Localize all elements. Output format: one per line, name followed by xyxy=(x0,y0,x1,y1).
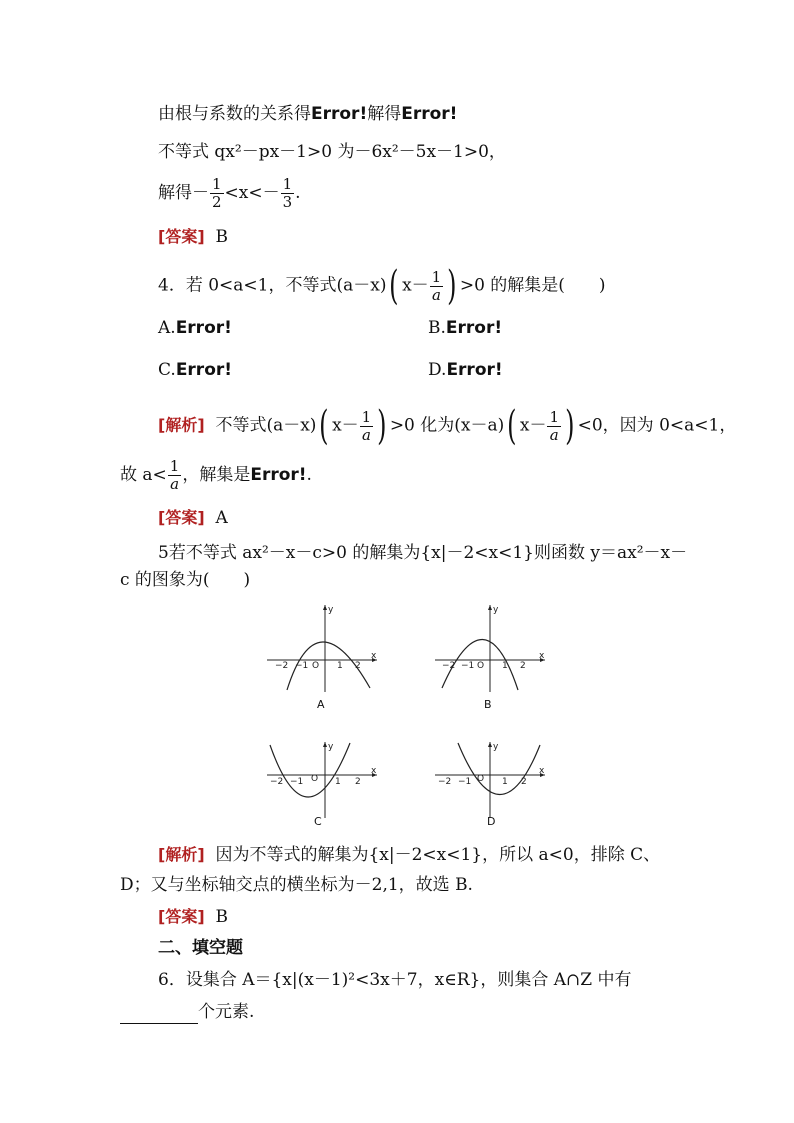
graph-caption-d: D xyxy=(487,815,496,828)
graph-c xyxy=(262,740,387,824)
svg-text:−2: −2 xyxy=(275,661,289,671)
svg-text:1: 1 xyxy=(337,661,343,671)
graph-b xyxy=(430,600,555,699)
svg-text:−1: −1 xyxy=(290,777,304,787)
fraction: $\frac{1}{3}$ xyxy=(282,175,293,211)
answer-blank[interactable] xyxy=(120,1005,198,1024)
svg-text:2: 2 xyxy=(520,661,526,671)
answer-tag: [答案] xyxy=(158,508,205,527)
question-6: 6．设集合 A＝{x|(x－1)²<3x＋7，x∈R}，则集合 A∩Z 中有 xyxy=(158,970,632,990)
axis-label-x: x xyxy=(371,651,377,661)
origin-label: O xyxy=(312,661,320,671)
analysis-tag: [解析] xyxy=(158,415,205,435)
answer-tag: [答案] xyxy=(158,227,205,246)
svg-text:O: O xyxy=(311,774,319,784)
line-root-coefficient: 由根与系数的关系得Error!解得Error! xyxy=(158,104,458,124)
question-5: 5若不等式 ax²－x－c>0 的解集为{x|－2<x<1}则函数 y＝ax²－x－ xyxy=(158,543,688,563)
svg-text:−1: −1 xyxy=(458,777,472,787)
question-4: 4．若 0<a<1，不等式(a－x)( x－ $\frac{1}{a}$ ) >0 的解集是( ) xyxy=(158,263,606,309)
option-a: A.Error! xyxy=(158,318,232,338)
svg-text:y: y xyxy=(493,605,499,615)
graph-c-svg xyxy=(262,740,387,820)
fraction: $\frac{1}{2}$ xyxy=(212,175,222,211)
axis-label-y: y xyxy=(328,605,334,615)
graph-caption-c: C xyxy=(314,815,322,828)
svg-text:x: x xyxy=(539,766,545,776)
svg-text:−2: −2 xyxy=(438,777,452,787)
svg-text:y: y xyxy=(493,742,499,752)
option-d: D.Error! xyxy=(428,360,503,380)
answer-line: [答案] A xyxy=(158,508,228,528)
analysis-line-2b: D；又与坐标轴交点的横坐标为－2,1，故选 B. xyxy=(120,875,473,895)
svg-text:O: O xyxy=(477,661,485,671)
svg-text:2: 2 xyxy=(355,661,361,671)
option-c: C.Error! xyxy=(158,360,233,380)
graph-caption-a: A xyxy=(317,698,325,711)
graph-caption-b: B xyxy=(484,698,492,711)
svg-text:1: 1 xyxy=(335,777,341,787)
svg-text:−1: −1 xyxy=(295,661,309,671)
error-text: Error! xyxy=(401,104,458,124)
answer-line: [答案] B xyxy=(158,907,228,927)
analysis-line-1b: 故 a< $\frac{1}{a}$ ，解集是Error!. xyxy=(120,457,312,493)
error-text: Error! xyxy=(311,104,368,124)
fraction: $\frac{1}{a}$ xyxy=(549,407,560,444)
section-title: 二、填空题 xyxy=(158,938,243,958)
svg-text:1: 1 xyxy=(502,777,508,787)
option-b: B.Error! xyxy=(428,318,503,338)
svg-text:1: 1 xyxy=(502,661,508,671)
analysis-line-2: [解析] 因为不等式的解集为{x|－2<x<1}，所以 a<0，排除 C、 xyxy=(158,845,661,865)
svg-text:2: 2 xyxy=(355,777,361,787)
line-solution: 解得－ $\frac{1}{2}$ <x<－ $\frac{1}{3}$ . xyxy=(158,175,301,211)
graph-a xyxy=(262,600,387,699)
svg-text:y: y xyxy=(328,742,334,752)
graph-d-svg xyxy=(430,740,555,820)
svg-text:x: x xyxy=(539,651,545,661)
answer-line: [答案] B xyxy=(158,227,228,247)
svg-text:−1: −1 xyxy=(461,661,475,671)
svg-text:−2: −2 xyxy=(442,661,456,671)
analysis-line-1: [解析] 不等式(a－x)( x－ $\frac{1}{a}$ ) >0 化为(x－a)( x－ $\frac{1}{a}$ ) <0，因为 0<a<1， xyxy=(158,403,737,449)
svg-text:2: 2 xyxy=(521,777,527,787)
graph-a-svg xyxy=(262,600,387,695)
fraction: $\frac{1}{a}$ xyxy=(361,407,372,444)
svg-text:−2: −2 xyxy=(270,777,284,787)
svg-text:O: O xyxy=(477,774,485,784)
question-6b: 个元素. xyxy=(120,1000,254,1024)
line-inequality: 不等式 qx²－px－1>0 为－6x²－5x－1>0， xyxy=(158,142,506,162)
graph-d xyxy=(430,740,555,824)
fraction: $\frac{1}{a}$ xyxy=(431,267,442,304)
svg-text:x: x xyxy=(371,766,377,776)
fraction: $\frac{1}{a}$ xyxy=(169,457,180,493)
question-5b: c 的图象为( ) xyxy=(120,570,251,590)
graph-b-svg xyxy=(430,600,555,695)
answer-tag: [答案] xyxy=(158,907,205,926)
analysis-tag: [解析] xyxy=(158,845,205,864)
